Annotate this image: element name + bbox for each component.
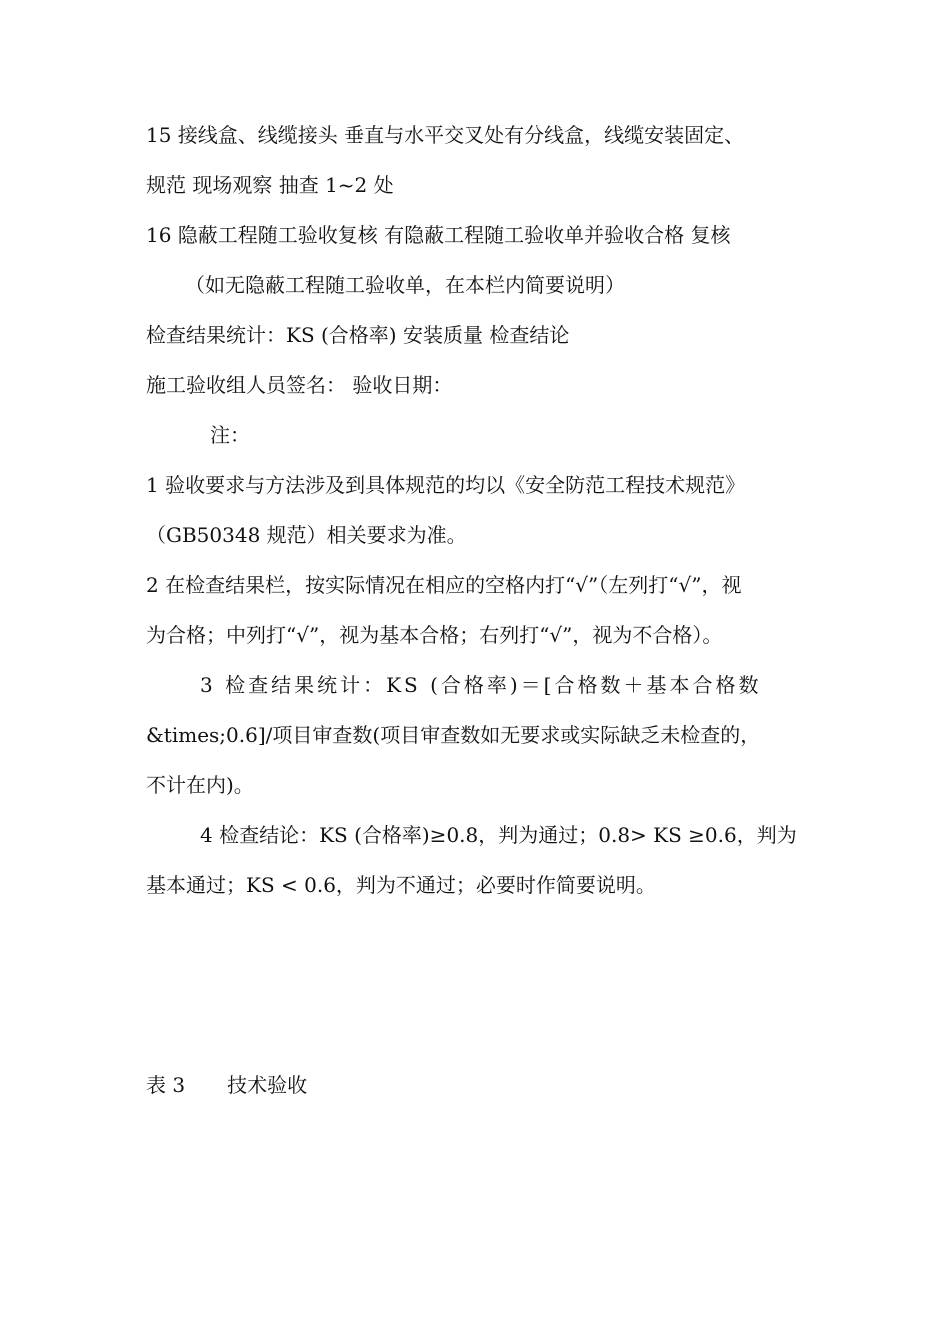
note1-line1: 1 验收要求与方法涉及到具体规范的均以《安全防范工程技术规范》 (146, 473, 746, 497)
sign-line: 施工验收组人员签名： 验收日期： (146, 373, 453, 397)
item16-line2: （如无隐蔽工程随工验收单，在本栏内简要说明） (185, 273, 625, 297)
note3-line2: &times;0.6]/项目审查数(项目审查数如无要求或实际缺乏未检查的， (146, 723, 761, 747)
table-caption (146, 1071, 806, 1099)
note4-line2: 基本通过；KS < 0.6，判为不通过；必要时作简要说明。 (146, 873, 656, 897)
table-caption-number: 表 3 (146, 1073, 186, 1097)
note3-line1: 3 检查结果统计：KS (合格率)＝[合格数＋基本合格数 (200, 673, 762, 697)
note1-line2: （GB50348 规范）相关要求为准。 (146, 523, 467, 547)
table-caption-title: 技术验收 (227, 1073, 308, 1097)
item15-line2: 规范 现场观察 抽查 1~2 处 (146, 173, 394, 197)
note2-line1: 2 在检查结果栏，按实际情况在相应的空格内打“√”（左列打“√”，视 (146, 573, 742, 597)
stats-line: 检查结果统计：KS (合格率) 安装质量 检查结论 (146, 323, 570, 347)
notes-heading: 注： (210, 423, 250, 447)
item16-line1: 16 隐蔽工程随工验收复核 有隐蔽工程随工验收单并验收合格 复核 (146, 223, 731, 247)
note3-line3: 不计在内)。 (146, 773, 254, 797)
note4-line1: 4 检查结论：KS (合格率)≥0.8，判为通过；0.8> KS ≥0.6，判为 (200, 823, 797, 847)
note2-line2: 为合格；中列打“√”，视为基本合格；右列打“√”，视为不合格）。 (146, 623, 723, 647)
item15-line1: 15 接线盒、线缆接头 垂直与水平交叉处有分线盒，线缆安装固定、 (146, 123, 745, 147)
